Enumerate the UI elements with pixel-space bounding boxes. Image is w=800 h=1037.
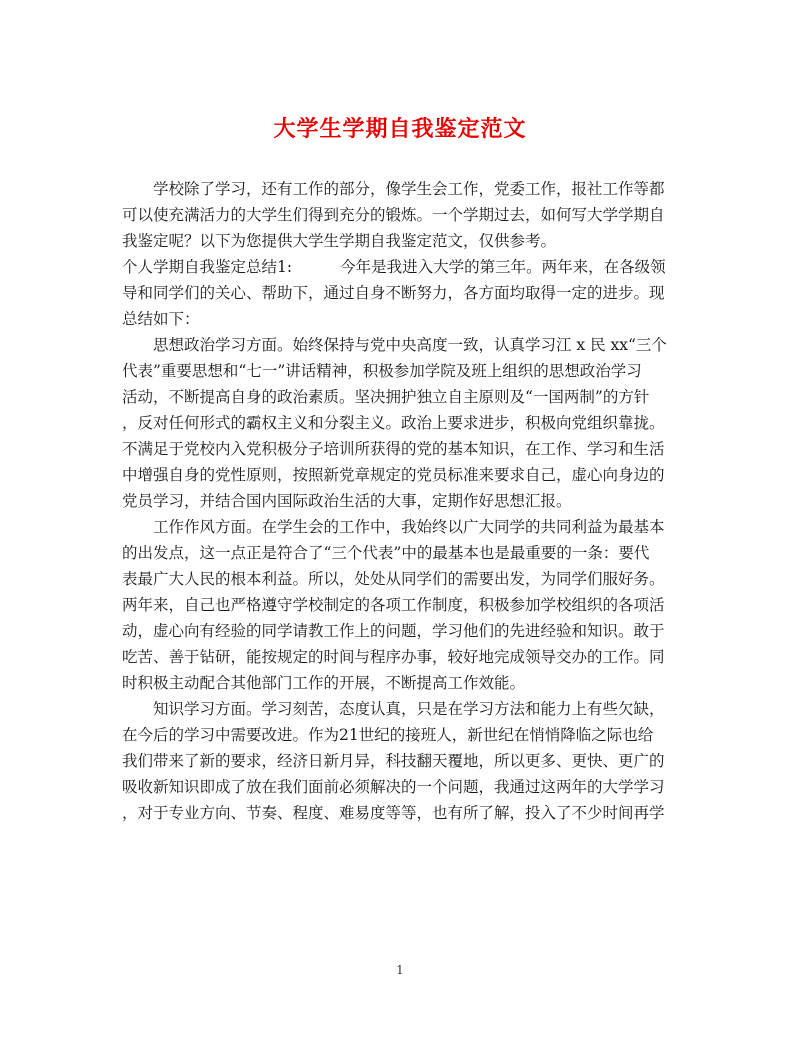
summary-paragraph (122, 254, 682, 332)
political-line: 中增强自身的党性原则，按照新党章规定的党员标准来要求自己，虚心向身边的 (122, 466, 665, 484)
summary-first-text: 今年是我进入大学的第三年。两年来，在各级领 (340, 258, 666, 276)
work-style-line: 动，虚心向有经验的同学请教工作上的问题，学习他们的先进经验和知识。敢于 (122, 622, 665, 640)
document-body (122, 176, 682, 826)
work-style-line: 表最广大人民的根本利益。所以，处处从同学们的需要出发，为同学们服好务。 (122, 570, 665, 588)
document-title: 大学生学期自我鉴定范文 (273, 116, 527, 142)
knowledge-line: 我们带来了新的要求，经济日新月异，科技翻天覆地，所以更多、更快、更广的 (122, 752, 665, 770)
intro-line: 可以使充满活力的大学生们得到充分的锻炼。一个学期过去，如何写大学学期自 (122, 206, 665, 224)
intro-line: 学校除了学习，还有工作的部分，像学生会工作，党委工作，报社工作等都 (153, 180, 665, 198)
intro-line: 我鉴定呢？以下为您提供大学生学期自我鉴定范文，仅供参考。 (122, 232, 557, 250)
knowledge-line: 知识学习方面。学习刻苦，态度认真，只是在学习方法和能力上有些欠缺， (153, 700, 665, 718)
political-line: 党员学习，并结合国内国际政治生活的大事，定期作好思想汇报。 (122, 492, 572, 510)
summary-first-line (122, 254, 682, 280)
page-number: 1 (396, 963, 404, 977)
work-style-line: 时积极主动配合其他部门工作的开展，不断提高工作效能。 (122, 674, 526, 692)
work-style-line: 工作作风方面。在学生会的工作中，我始终以广大同学的共同利益为最基本 (153, 518, 665, 536)
political-paragraph (122, 332, 682, 514)
knowledge-line: 在今后的学习中需要改进。作为21世纪的接班人，新世纪在悄悄降临之际也给 (122, 726, 654, 744)
intro-paragraph (122, 176, 682, 254)
work-style-line: 吃苦、善于钻研，能按规定的时间与程序办事，较好地完成领导交办的工作。同 (122, 648, 665, 666)
political-line: 代表”重要思想和“七一”讲话精神，积极参加学院及班上组织的思想政治学习 (122, 362, 642, 380)
knowledge-line: 吸收新知识即成了放在我们面前必须解决的一个问题，我通过这两年的大学学习 (122, 778, 665, 796)
work-style-line: 的出发点，这一点正是符合了“三个代表”中的最基本也是最重要的一条：要代 (122, 544, 650, 562)
political-line: 不满足于党校内入党积极分子培训所获得的党的基本知识，在工作、学习和生活 (122, 440, 665, 458)
summary-heading: 个人学期自我鉴定总结1: (122, 258, 293, 276)
work-style-paragraph (122, 514, 682, 696)
political-line: 思想政治学习方面。始终保持与党中央高度一致，认真学习江 x 民 xx“三个 (153, 336, 667, 354)
political-line: ，反对任何形式的霸权主义和分裂主义。政治上要求进步，积极向党组织靠拢。 (122, 414, 665, 432)
political-line: 活动，不断提高自身的政治素质。坚决拥护独立自主原则及“一国两制”的方针 (122, 388, 650, 406)
summary-line: 总结如下： (122, 310, 200, 328)
work-style-line: 两年来，自己也严格遵守学校制定的各项工作制度，积极参加学校组织的各项活 (122, 596, 665, 614)
knowledge-paragraph (122, 696, 682, 826)
knowledge-line: ，对于专业方向、节奏、程度、难易度等等，也有所了解，投入了不少时间再学 (122, 804, 665, 822)
summary-line: 导和同学们的关心、帮助下，通过自身不断努力，各方面均取得一定的进步。现 (122, 284, 665, 302)
